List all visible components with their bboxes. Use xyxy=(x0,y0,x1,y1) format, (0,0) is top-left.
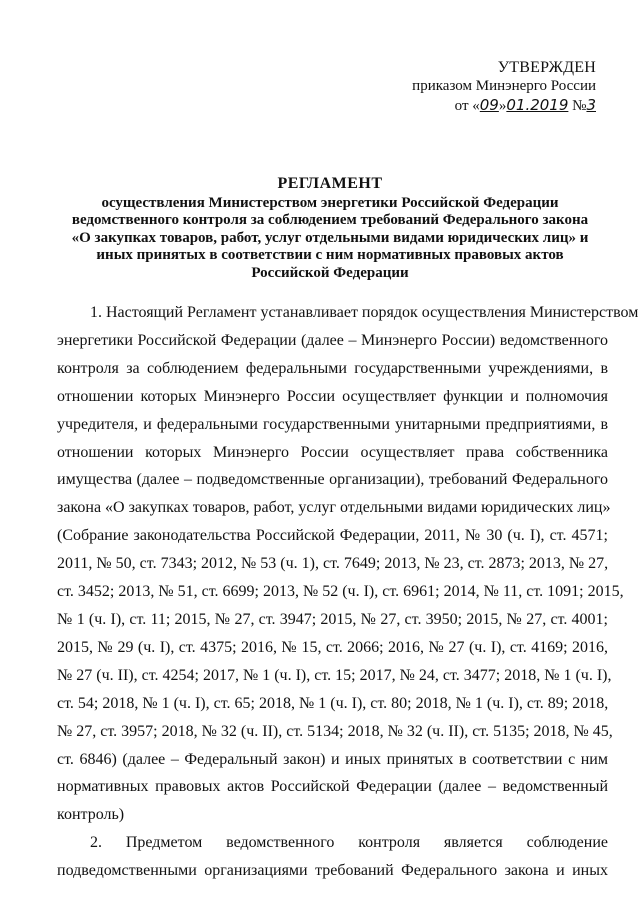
text-line: ст. 54; 2018, № 1 (ч. I), ст. 65; 2018, № 1 (ч. I), ст. 80; 2018, № 1 (ч. I), ст. 89; 2018, xyxy=(57,694,609,712)
title-line: осуществления Министерством энергетики Российской Федерации xyxy=(101,194,559,211)
paragraph-2 xyxy=(57,829,608,885)
title-line: Российской Федерации xyxy=(251,264,409,281)
text-line: закона «О закупках товаров, работ, услуг отдельными видами юридических лиц» xyxy=(57,499,611,517)
approval-heading: УТВЕРЖДЕН xyxy=(497,59,596,76)
text-line: отношении которых Минэнерго России осуществляет права собственника xyxy=(57,443,608,461)
document-title xyxy=(60,175,600,283)
title-heading: РЕГЛАМЕНТ xyxy=(277,175,383,192)
text-line: имущества (далее – подведомственные организации), требований Федерального xyxy=(57,471,608,489)
title-line: «О закупках товаров, работ, услуг отдельными видами юридических лиц» и xyxy=(71,229,589,246)
text-line: (Собрание законодательства Российской Федерации, 2011, № 30 (ч. I), ст. 4571; xyxy=(57,527,608,545)
text-line: учредителя, и федеральными государственными унитарными предприятиями, в xyxy=(57,415,608,433)
paragraph-1 xyxy=(57,299,639,829)
approval-order-line: приказом Минэнерго России xyxy=(412,78,596,94)
title-line: иных принятых в соответствии с ним нормативных правовых актов xyxy=(96,247,564,264)
text-line: 2015, № 29 (ч. I), ст. 4375; 2016, № 15, ст. 2066; 2016, № 27 (ч. I), ст. 4169; 2016, xyxy=(57,638,608,656)
text-line: 1. Настоящий Регламент устанавливает порядок осуществления Министерством xyxy=(90,304,639,321)
text-line: № 1 (ч. I), ст. 11; 2015, № 27, ст. 3947; 2015, № 27, ст. 3950; 2015, № 27, ст. 4001; xyxy=(57,610,608,628)
approval-stamp xyxy=(396,58,596,116)
text-line: 2. Предметом ведомственного контроля является соблюдение xyxy=(90,834,608,852)
text-line: подведомственными организациями требований Федерального закона и иных xyxy=(57,862,608,880)
text-line: № 27, ст. 3957; 2018, № 32 (ч. II), ст. 5134; 2018, № 32 (ч. II), ст. 5135; 2018, № 45, xyxy=(57,722,613,740)
handwritten-month-year: 01.2019 xyxy=(506,96,569,114)
text-line: контроль) xyxy=(57,806,125,824)
handwritten-day: 09 xyxy=(479,96,499,114)
text-line: нормативных правовых актов Российской Федерации (далее – ведомственный xyxy=(57,778,608,796)
approval-date-line xyxy=(396,96,596,116)
date-mid: » xyxy=(498,98,507,114)
title-line: ведомственного контроля за соблюдением требований Федерального закона xyxy=(71,212,589,229)
text-line: 2011, № 50, ст. 7343; 2012, № 53 (ч. 1), ст. 7649; 2013, № 23, ст. 2873; 2013, № 27, xyxy=(57,555,609,573)
date-prefix: от « xyxy=(454,98,480,114)
number-prefix: № xyxy=(572,98,587,114)
text-line: ст. 3452; 2013, № 51, ст. 6699; 2013, № 52 (ч. I), ст. 6961; 2014, № 11, ст. 1091; 2015, xyxy=(57,583,624,601)
text-line: контроля за соблюдением федеральными государственными учреждениями, в xyxy=(57,359,608,377)
text-line: отношении которых Минэнерго России осуществляет функции и полномочия xyxy=(57,387,608,405)
text-line: энергетики Российской Федерации (далее – Минэнерго России) ведомственного xyxy=(57,331,608,349)
text-line: ст. 6846) (далее – Федеральный закон) и иных принятых в соответствии с ним xyxy=(57,750,608,768)
handwritten-order-number: 3 xyxy=(586,96,596,114)
text-line: № 27 (ч. II), ст. 4254; 2017, № 1 (ч. I), ст. 15; 2017, № 24, ст. 3477; 2018, № 1 (ч. I), xyxy=(57,666,612,684)
document-body xyxy=(57,299,639,885)
